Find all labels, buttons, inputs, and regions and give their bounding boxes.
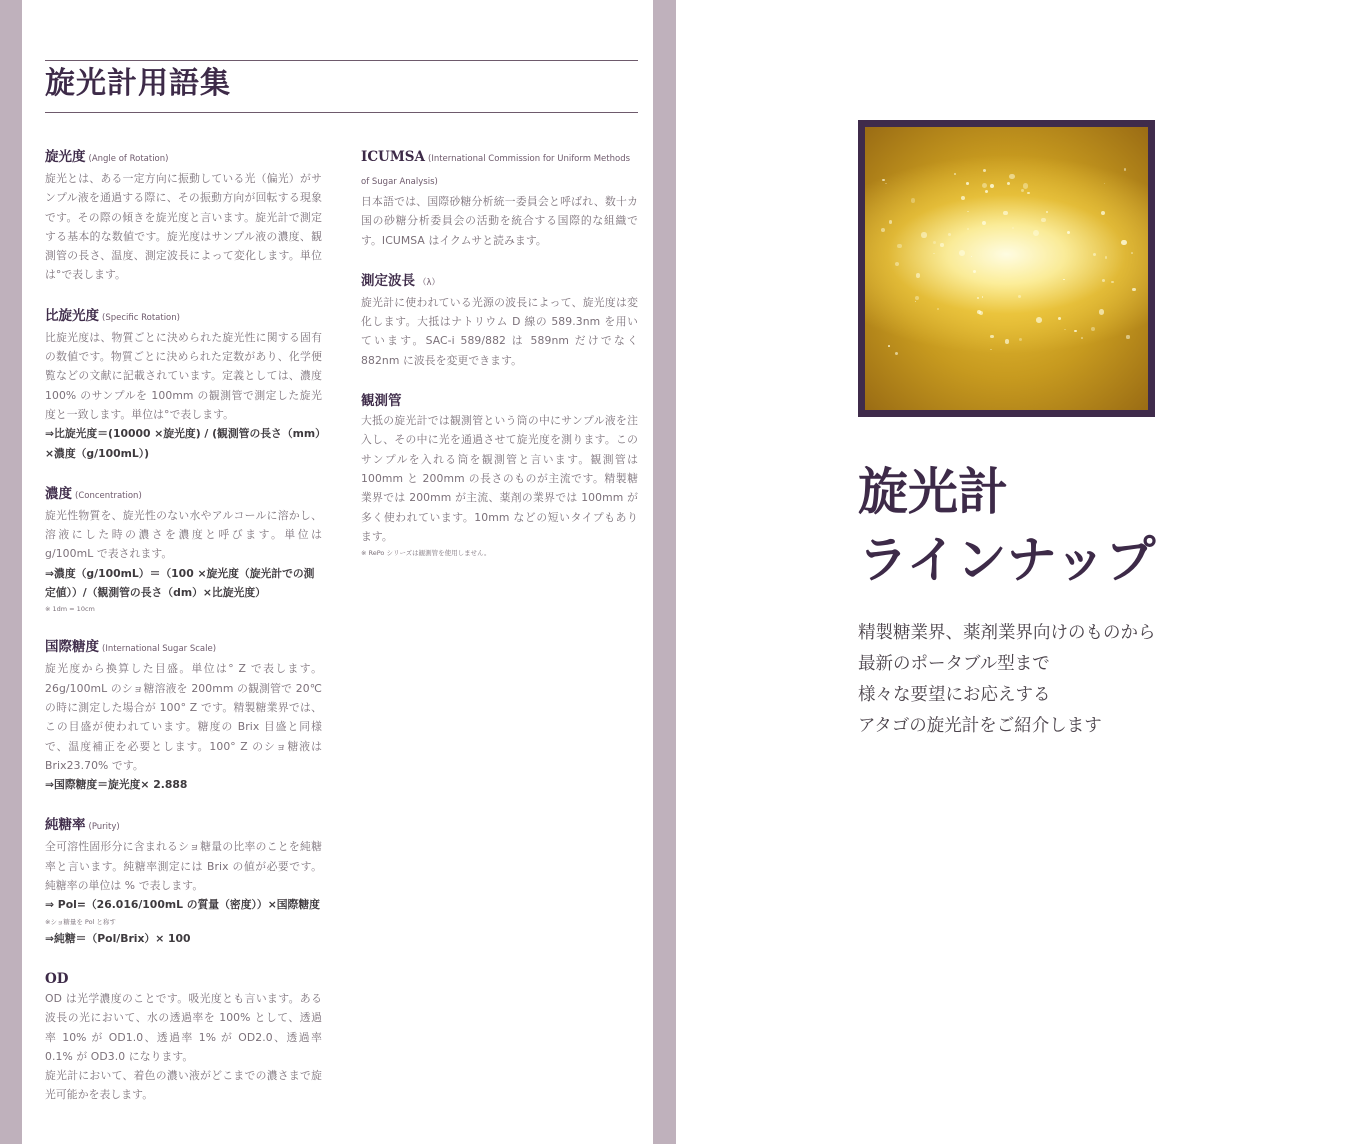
term-concentration	[45, 483, 322, 616]
sparkle	[1063, 279, 1065, 281]
term-international-sugar-scale	[45, 636, 322, 794]
sparkle	[1102, 279, 1105, 282]
term-formula: ⇒ Pol=（26.016/100mL の質量（密度））×国際糖度	[45, 898, 320, 912]
sparkle	[982, 296, 983, 297]
sparkle	[1009, 174, 1015, 180]
sparkle	[933, 241, 936, 244]
sparkle	[948, 233, 952, 237]
term-body: 大抵の旋光計では観測管という筒の中にサンプル液を注入し、その中に光を通過させて旋光度を測ります。このサンプルを入れる筒を観測管と言います。観測管は 100mm と 200mm の長さのものが主流です。精製糖業界では 200mm が主流、薬剤の業界では 100mm が多く使われています。10mm などの短いタイプもあります。	[361, 414, 638, 543]
term-english: (International Commission for Uniform Methods of Sugar Analysis)	[361, 154, 631, 187]
sparkle	[973, 270, 976, 273]
term-body-2: 旋光計において、着色の濃い液がどこまでの濃さまで旋光可能かを表します。	[45, 1069, 322, 1102]
sparkle	[885, 183, 887, 185]
term-measurement-wavelength	[361, 270, 638, 370]
sparkle	[1036, 317, 1042, 323]
sparkle	[990, 335, 994, 339]
sparkle	[961, 196, 965, 200]
sparkle	[915, 301, 916, 302]
term-body: 日本語では、国際砂糖分析統一委員会と呼ばれ、数十カ国の砂糖分析委員会の活動を統合する国際的な組織です。ICUMSA はイクムサと読みます。	[361, 195, 638, 247]
sparkle	[1104, 183, 1105, 184]
sparkle	[1093, 253, 1096, 256]
term-name: 国際糖度	[45, 639, 99, 656]
sparkle	[1067, 231, 1070, 234]
term-body: 旋光とは、ある一定方向に振動している光（偏光）がサンプル液を通過する際に、その振動方向が回転する現象です。その際の傾きを旋光度と言います。旋光計で測定する基本的な数値です。旋光度はサンプル液の濃度、観測管の長さ、温度、測定波長によって変化します。単位は°で表します。	[45, 172, 322, 282]
sparkle	[967, 211, 968, 212]
hero-title-line-2: ラインナップ	[858, 530, 1156, 589]
term-body: 旋光度から換算した目盛。単位は° Z で表します。26g/100mL のショ糖溶液を 200mm の観測管で 20℃の時に測定した場合が 100° Z です。精製糖業界では、この目盛が使われています。糖度の Brix 目盛と同様で、温度補正を必要とします。100° Z のショ糖液は Brix23.70% です。	[45, 662, 322, 772]
term-name: 旋光度	[45, 149, 86, 165]
sparkle	[959, 250, 965, 256]
term-formula: ⇒濃度（g/100mL）＝（100 ×旋光度（旋光計での測定値））/（観測管の長さ（dm）×比旋光度）	[45, 566, 315, 600]
term-name: 測定波長	[361, 272, 415, 289]
sparkle	[1023, 183, 1028, 188]
term-od	[45, 968, 322, 1105]
term-note: ※ショ糖量を Pol と称す	[45, 917, 116, 926]
term-purity	[45, 814, 322, 947]
term-body: 全可溶性固形分に含まれるショ糖量の比率のことを純糖率と言います。純糖率測定には Brix の値が必要です。純糖率の単位は % で表します。	[45, 840, 322, 893]
sparkle	[1074, 330, 1076, 332]
term-english: (Concentration)	[75, 490, 142, 501]
hero-sub-line: アタゴの旋光計をご紹介します	[858, 716, 1102, 736]
term-name: 濃度	[45, 485, 72, 502]
term-specific-rotation	[45, 305, 322, 463]
sparkle	[1111, 281, 1114, 284]
sparkle	[1003, 211, 1008, 216]
sparkle	[1124, 168, 1126, 170]
sparkle	[982, 183, 987, 188]
sparkle	[966, 182, 969, 185]
term-formula: ⇒比旋光度＝(10000 ×旋光度) / (観測管の長さ（mm）×濃度（g/100mL）)	[45, 427, 321, 460]
sparkle	[971, 256, 972, 257]
glossary-column-right	[361, 146, 638, 580]
sparkle	[1131, 252, 1133, 254]
term-note: ※ 1dm = 10cm	[45, 605, 95, 614]
term-english: (Purity)	[88, 822, 120, 833]
sparkle	[1007, 182, 1010, 185]
sparkle	[895, 352, 898, 355]
term-name: ICUMSA	[361, 149, 425, 165]
term-english: （λ）	[418, 277, 441, 288]
sparkle	[1126, 335, 1129, 338]
sparkle	[1012, 227, 1014, 229]
sparkle	[889, 220, 892, 223]
term-name: 観測管	[361, 393, 402, 410]
term-name: 比旋光度	[45, 307, 99, 324]
sparkle	[1091, 327, 1095, 331]
hero-sub-line: 最新のポータブル型まで	[858, 654, 1050, 674]
sparkle	[937, 308, 939, 310]
term-english: (International Sugar Scale)	[102, 644, 217, 655]
hero-sub-line: 様々な要望にお応えする	[858, 685, 1051, 705]
hero-title	[858, 458, 1156, 594]
page-title: 旋光計用語集	[45, 66, 231, 101]
sparkle	[1046, 211, 1048, 213]
sparkle	[985, 190, 989, 194]
term-icumsa	[361, 146, 638, 250]
sparkle	[1132, 288, 1136, 292]
term-name: OD	[45, 970, 69, 987]
hero-image-frame	[858, 120, 1155, 417]
sparkle	[990, 349, 992, 351]
sparkle	[954, 173, 956, 175]
sparkle	[882, 179, 885, 182]
sparkle	[1041, 218, 1046, 223]
sparkle	[940, 243, 943, 246]
sparkle	[977, 310, 981, 314]
term-body: 旋光計に使われている光源の波長によって、旋光度は変化します。大抵はナトリウム D 線の 589.3nm を用いています。SAC-i 589/882 は 589nm だけでなく 882nm に波長を変更できます。	[361, 295, 638, 367]
center-fold-band	[653, 0, 676, 1144]
term-observation-tube	[361, 390, 638, 560]
sparkle	[888, 345, 890, 347]
sparkle	[967, 228, 969, 230]
sparkle	[1018, 295, 1021, 298]
sparkle	[1081, 337, 1083, 339]
sparkle	[983, 169, 986, 172]
term-english: (Angle of Rotation)	[88, 154, 169, 164]
term-angle-of-rotation	[45, 146, 322, 285]
term-body: 旋光性物質を、旋光性のない水やアルコールに溶かし、溶液にした時の濃さを濃度と呼びます。単位は g/100mL で表されます。	[45, 508, 322, 561]
sparkle	[1101, 211, 1105, 215]
sparkle	[1064, 329, 1066, 331]
sparkle	[895, 262, 899, 266]
sparkle	[921, 232, 926, 237]
hero-subtitle	[858, 618, 1156, 742]
sparkle	[1121, 240, 1126, 245]
sparkle	[881, 228, 885, 232]
sparkle	[1021, 189, 1024, 192]
sparkle	[1099, 309, 1105, 315]
sparkle	[1019, 338, 1022, 341]
term-formula-2: ⇒純糖＝（Pol/Brix）× 100	[45, 931, 191, 945]
sparkle	[1058, 317, 1061, 320]
sparkle	[1105, 256, 1107, 258]
title-rule-top	[45, 60, 638, 61]
term-note: ※ RePo シリーズは観測管を使用しません。	[361, 549, 491, 558]
hero-title-line-1: 旋光計	[858, 462, 1008, 521]
glossary-column-left	[45, 146, 322, 1125]
sparkle	[897, 244, 901, 248]
term-formula: ⇒国際糖度＝旋光度× 2.888	[45, 778, 188, 792]
sparkle	[915, 296, 919, 300]
sparkle	[1027, 192, 1029, 194]
sparkle	[916, 273, 920, 277]
term-english: (Specific Rotation)	[102, 312, 180, 323]
term-body: OD は光学濃度のことです。吸光度とも言います。ある波長の光において、水の透過率を 100% として、透過率 10% が OD1.0、透過率 1% が OD2.0、透過率 0.1% が OD3.0 になります。	[45, 991, 322, 1063]
sparkle	[977, 297, 979, 299]
hero-sub-line: 精製糖業界、薬剤業界向けのものから	[858, 623, 1156, 643]
sparkle	[982, 221, 986, 225]
term-name: 純糖率	[45, 817, 86, 834]
sparkle	[933, 253, 935, 255]
sparkle	[1005, 339, 1009, 343]
term-body: 比旋光度は、物質ごとに決められた旋光性に関する固有の数値です。物質ごとに決められた定数があり、化学便覧などの文献に記載されています。定義としては、濃度 100% のサンプルを 100mm の観測管で測定した旋光度と一致します。単位は°で表します。	[45, 330, 322, 421]
left-margin-band	[0, 0, 22, 1144]
sparkle	[911, 198, 916, 203]
sparkle	[990, 184, 994, 188]
title-rule-bottom	[45, 112, 638, 113]
sparkle	[1033, 230, 1039, 236]
golden-light-image	[865, 127, 1148, 410]
